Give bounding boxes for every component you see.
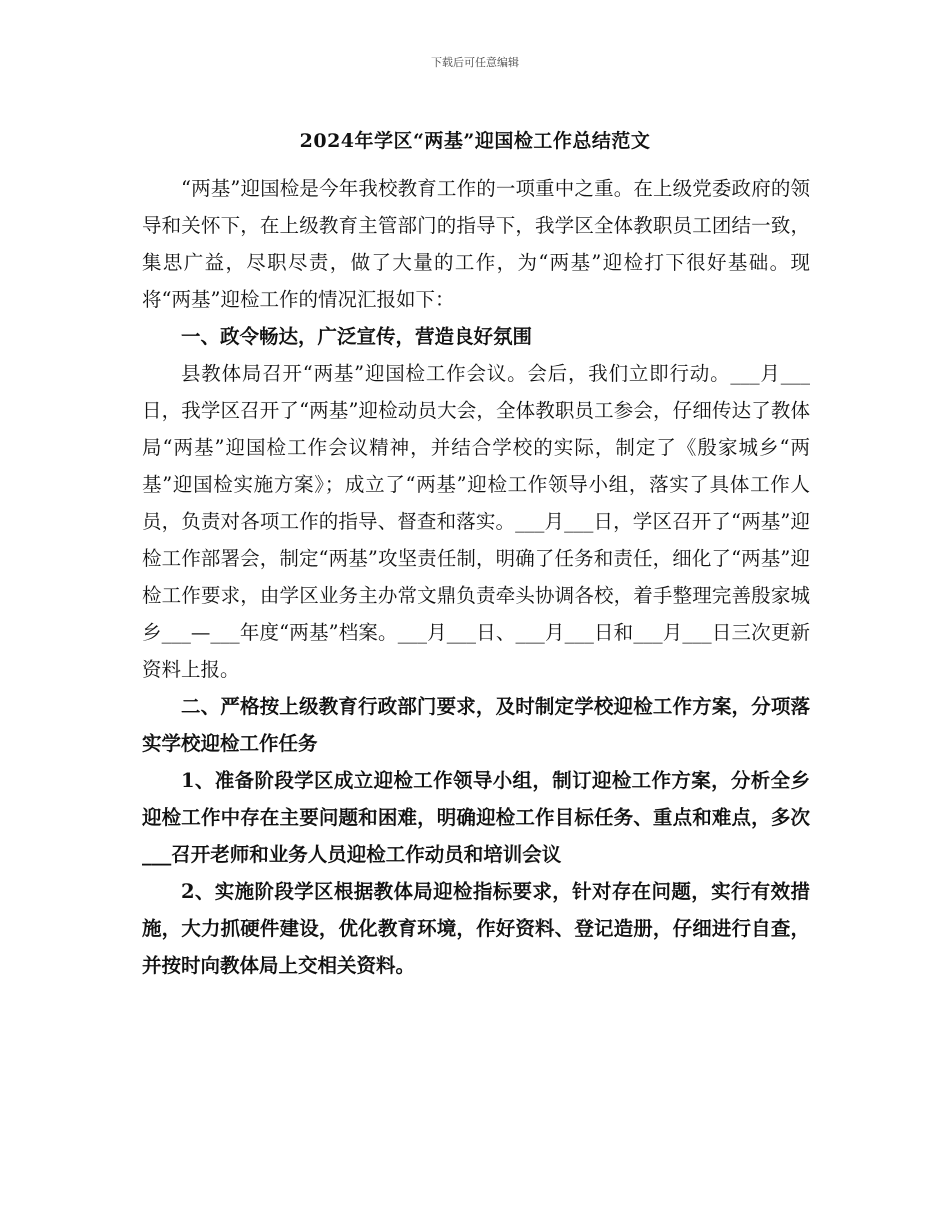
document-title: 2024年学区“两基”迎国检工作总结范文 (299, 130, 651, 152)
section-heading-2: 二、严格按上级教育行政部门要求，及时制定学校迎检工作方案，分项落实学校迎检工作任务 (142, 695, 810, 755)
preparation-stage-paragraph: 1、准备阶段学区成立迎检工作领导小组，制订迎检工作方案，分析全乡迎检工作中存在主要问题和困难，明确迎检工作目标任务、重点和难点，多次___召开老师和业务人员迎检工作动员和培训会议 (142, 769, 810, 866)
section-heading-1: 一、政令畅达，广泛宣传，营造良好氛围 (181, 325, 533, 348)
implementation-stage-paragraph: 2、实施阶段学区根据教体局迎检指标要求，针对存在问题，实行有效措施，大力抓硬件建设，优化教育环境，作好资料、登记造册，仔细进行自查，并按时向教体局上交相关资料。 (142, 880, 810, 977)
intro-paragraph: “两基”迎国检是今年我校教育工作的一项重中之重。在上级党委政府的领导和关怀下，在上级教育主管部门的指导下，我学区全体教职员工团结一致，集思广益，尽职尽责，做了大量的工作，为“两基”迎检打下很好基础。现将“两基”迎检工作的情况汇报如下： (142, 177, 810, 311)
header-note: 下载后可任意编辑 (431, 56, 519, 69)
section-1-paragraph: 县教体局召开“两基”迎国检工作会议。会后，我们立即行动。___月___日，我学区召开了“两基”迎检动员大会，全体教职员工参会，仔细传达了教体局“两基”迎国检工作会议精神，并结合学校的实际，制定了《殷家城乡“两基”迎国检实施方案》；成立了“两基”迎检工作领导小组，落实了具体工作人员，负责对各项工作的指导、督查和落实。___月___日，学区召开了“两基”迎检工作部署会，制定“两基”攻坚责任制，明确了任务和责任，细化了“两基”迎检工作要求，由学区业务主办常文鼎负责牵头协调各校，着手整理完善殷家城乡___—___年度“两基”档案。___月___日、___月___日和___月___日三次更新资料上报。 (142, 362, 810, 681)
document-body (142, 170, 810, 984)
